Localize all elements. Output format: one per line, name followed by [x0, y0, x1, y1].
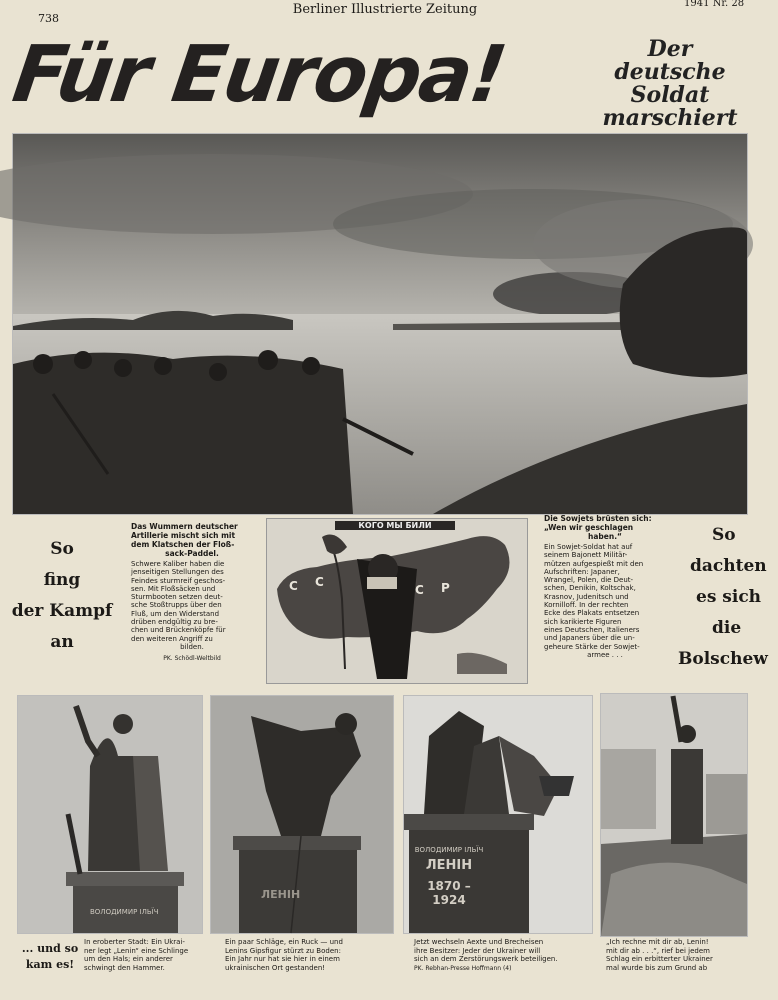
caption-line: Wrangel, Polen, die Deut- — [544, 576, 634, 585]
photo-lenin-statue-falling — [210, 695, 394, 934]
soviet-caption-lead — [544, 514, 666, 541]
soviet-caption — [544, 514, 666, 659]
pedestal-plaque — [414, 846, 484, 907]
caption-line: den weiteren Angriff zu — [131, 634, 213, 643]
caption-line: Feindes sturmreif geschos- — [131, 576, 226, 585]
caption-line: bilden. — [180, 642, 204, 651]
caption-line: seinem Bajonett Militär- — [544, 551, 628, 560]
artillery-caption — [131, 522, 253, 664]
caption-line: schwingt den Hammer. — [84, 963, 165, 972]
headline: Für Europa! — [7, 30, 511, 120]
caption-line: Die Sowjets brüsten sich: — [544, 514, 652, 523]
and-so-line: ... und so — [21, 942, 79, 955]
bottom-photo-credit: PK. Rebhan-Presse Hoffmann (4) — [414, 964, 512, 972]
right-column-line: dachten — [690, 556, 767, 576]
subhead-line: Soldat — [630, 82, 710, 108]
right-column-line: es sich — [696, 587, 762, 607]
poster-illustration — [267, 519, 527, 683]
caption-line: eines Deutschen, Italieners — [544, 625, 640, 634]
caption-line: Lenins Gipsfigur stürzt zu Boden: — [225, 946, 341, 955]
caption-line: ihre Besitzer: Jeder der Ukrainer will — [414, 946, 541, 955]
right-column-line: die — [712, 618, 742, 638]
caption-line: Fluß, um den Widerstand — [131, 609, 220, 618]
main-photo-river-crossing — [12, 133, 748, 515]
artillery-photo-credit: PK. Schödl-Weltbild — [163, 655, 221, 663]
poster-letter: Р — [441, 581, 450, 595]
right-column-line: Bolschew — [678, 649, 768, 669]
lenin-statue-rope-illustration — [18, 696, 202, 933]
caption-line: chen und Brückenköpfe für — [131, 626, 226, 635]
caption-line: „Wen wir geschlagen — [544, 523, 634, 532]
caption-line: Krasnov, Judenitsch und — [544, 592, 629, 601]
lenin-statue-falling-illustration — [211, 696, 393, 933]
pedestal-text: 1870 – 1924 — [427, 879, 471, 907]
caption-line: und Japaners über die un- — [544, 634, 635, 643]
subhead-line: marschiert — [602, 105, 738, 131]
caption-line: Artillerie mischt sich mit — [131, 531, 236, 540]
caption-line: Ein Sowjet-Soldat hat auf — [544, 543, 633, 551]
caption-line: Kornilloff. In der rechten — [544, 601, 629, 610]
poster-letter: С — [315, 575, 324, 589]
caption-line: Ein paar Schläge, ein Ruck — und — [225, 938, 343, 946]
caption-line: Sturmbooten setzen deut- — [131, 593, 223, 602]
photo-lenin-statue-demolition — [403, 695, 593, 934]
caption-line: dem Klatschen der Floß- — [131, 540, 235, 549]
right-column-text — [678, 520, 778, 675]
poster-title: КОГО МЫ БИЛИ — [335, 521, 455, 530]
photo-ukrainian-worker — [600, 693, 748, 937]
soviet-poster — [266, 518, 528, 684]
ukrainian-worker-illustration — [601, 694, 747, 936]
right-column-line: So — [712, 525, 736, 545]
caption-line: schen, Denikin, Koltschak, — [544, 584, 636, 593]
artillery-caption-body — [131, 560, 253, 651]
bottom-caption-3 — [414, 938, 594, 973]
caption-line: Aufschriften: Japaner, — [544, 567, 620, 576]
bottom-caption-4 — [606, 938, 746, 972]
caption-line: drüben endgültig zu bre- — [131, 618, 218, 627]
subhead-line: Der deutsche — [614, 36, 726, 85]
left-column-line: an — [50, 632, 74, 652]
caption-line: Ein Jahr nur hat sie hier in einem — [225, 955, 340, 963]
caption-line: sich an dem Zerstörungswerk beteiligen. — [414, 955, 558, 963]
artillery-caption-lead — [131, 522, 253, 558]
caption-line: Schwere Kaliber haben die — [131, 560, 225, 568]
poster-letter: С — [415, 583, 424, 597]
pedestal-text: ЛЕНІН — [261, 888, 301, 901]
caption-line: ukrainischen Ort gestanden! — [225, 963, 326, 972]
bottom-caption-1 — [84, 938, 208, 972]
pedestal-text: ЛЕНІН — [425, 858, 473, 873]
and-so-line: kam es! — [25, 958, 75, 971]
issue-number: 1941 Nr. 28 — [684, 0, 745, 9]
left-column-line: So — [50, 539, 74, 559]
caption-line: In eroberter Stadt: Ein Ukrai- — [84, 938, 185, 946]
left-column-line: fing — [43, 570, 81, 590]
caption-line: sche Stoßtrupps über den — [131, 601, 222, 610]
photo-lenin-statue-rope — [17, 695, 203, 934]
caption-line: Schlag ein erbitterter Ukrainer — [606, 955, 713, 963]
caption-line: armee . . . — [587, 650, 623, 659]
caption-line: mützen aufgespießt mit den — [544, 559, 644, 568]
and-so-text — [20, 941, 80, 973]
pedestal-text: ВОЛОДИМИР ІЛЬЇЧ — [414, 846, 484, 854]
caption-line: sack-Paddel. — [165, 549, 219, 558]
page-number: 738 — [38, 12, 59, 25]
caption-line: haben.“ — [588, 532, 622, 541]
subhead — [590, 38, 750, 130]
caption-line: jenseitigen Stellungen des — [131, 568, 224, 577]
caption-line: ner legt „Lenin“ eine Schlinge — [84, 946, 189, 955]
caption-line: sen. Mit Floßsäcken und — [131, 584, 216, 593]
caption-line: geheure Stärke der Sowjet- — [544, 642, 640, 651]
left-column-text — [10, 534, 114, 658]
pedestal-text: ВОЛОДИМИР ІЛЬЇЧ — [90, 908, 159, 916]
masthead: Berliner Illustrierte Zeitung — [292, 2, 478, 17]
river-crossing-illustration — [13, 134, 747, 514]
soviet-caption-body — [544, 543, 666, 659]
caption-line: mal wurde bis zum Grund ab — [606, 963, 708, 972]
caption-line: mit dir ab . . .“, rief bei jedem — [606, 946, 710, 955]
caption-line: um den Hals; ein anderer — [84, 955, 173, 963]
caption-line: Jetzt wechseln Aexte und Brecheisen — [414, 938, 544, 946]
caption-line: Das Wummern deutscher — [131, 522, 238, 531]
caption-line: Ecke des Plakats entsetzen — [544, 609, 640, 618]
left-column-line: der Kampf — [11, 601, 113, 621]
caption-line: „Ich rechne mit dir ab, Lenin! — [606, 938, 709, 946]
caption-line: sich karikierte Figuren — [544, 617, 622, 626]
bottom-caption-2 — [225, 938, 395, 972]
poster-letter: С — [289, 579, 298, 593]
